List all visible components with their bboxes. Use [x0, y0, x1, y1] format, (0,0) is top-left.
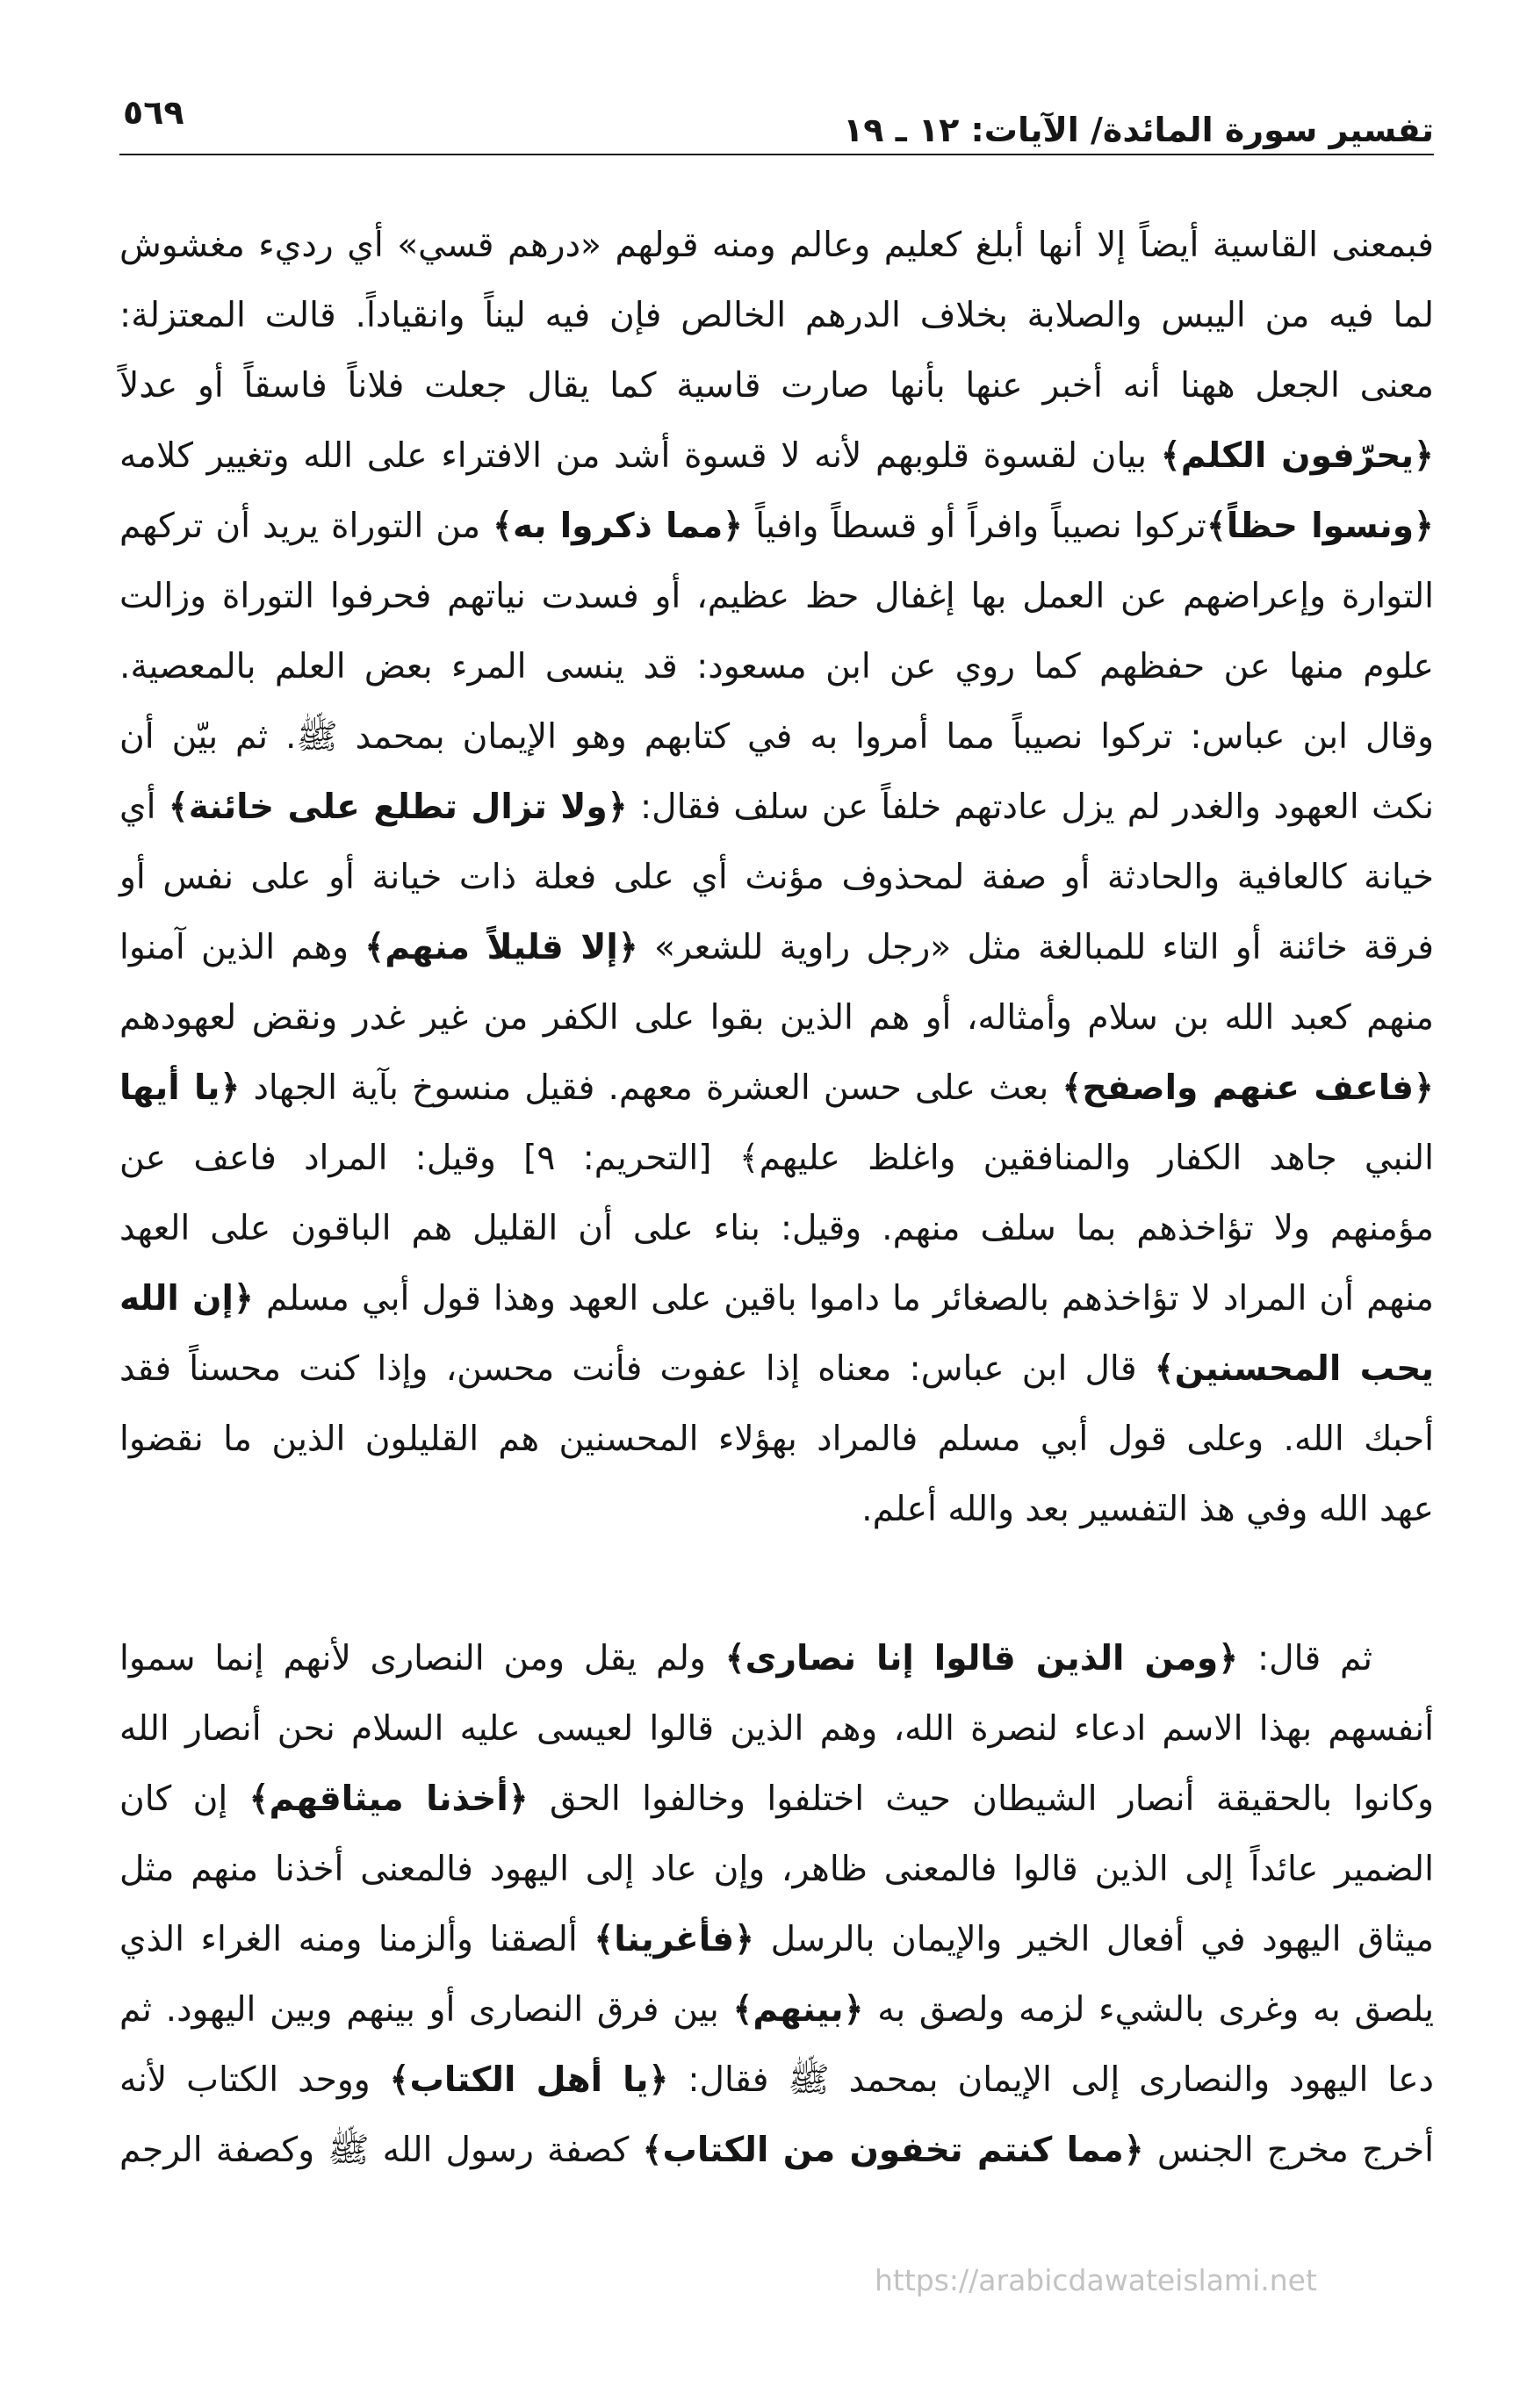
text-run: أنفسهم بهذا الاسم ادعاء لنصرة الله، وهم الذين قالوا لعيسى عليه السلام نحن أنصار الله [119, 1709, 1434, 1749]
text-run: فرقة خائنة أو التاء للمبالغة مثل «رجل راوية للشعر» [637, 928, 1434, 967]
text-run: مؤمنهم ولا تؤاخذهم بما سلف منهم. وقيل: بناء على أن القليل هم الباقون على العهد [119, 1209, 1434, 1248]
quran-quote: ﴿بينهم﴾ [732, 1990, 864, 2030]
text-run: أحبك الله. وعلى قول أبي مسلم فالمراد بهؤلاء المحسنين هم القليلون الذين ما نقضوا [119, 1420, 1434, 1459]
text-line [119, 562, 1434, 632]
text-run: ألصقنا وألزمنا ومنه الغراء الذي [119, 1920, 594, 1959]
line-text [119, 717, 1434, 757]
line-text [119, 2131, 1434, 2170]
text-run: ووحد الكتاب لأنه [119, 2060, 390, 2100]
text-line [119, 843, 1434, 913]
text-run: من التوراة يريد أن تركهم [119, 507, 493, 546]
text-run: أي [119, 787, 169, 827]
text-line [119, 281, 1434, 351]
text-line [119, 632, 1434, 702]
text-run: كصفة رسول الله ﷺ وكصفة الرجم [119, 2131, 643, 2170]
paragraph [119, 1624, 1434, 2186]
text-line [119, 773, 1434, 843]
text-run: دعا اليهود والنصارى إلى الإيمان بمحمد ﷺ فقال: [668, 2060, 1434, 2100]
line-text [119, 2060, 1434, 2100]
text-line [119, 1905, 1434, 1975]
text-line [119, 211, 1434, 281]
line-text [119, 577, 1434, 616]
text-line [119, 913, 1434, 983]
text-run: بعث على حسن العشرة معهم. فقيل منسوخ بآية الجهاد [240, 1068, 1062, 1108]
text-run: التوارة وإعراضهم عن العمل بها إغفال حظ عظيم، أو فسدت نياتهم فحرفوا التوراة وزالت [119, 577, 1434, 616]
text-run: خيانة كالعافية والحادثة أو صفة لمحذوف مؤنث أي على فعلة ذات خيانة أو على نفس أو [119, 858, 1434, 897]
text-line [119, 2045, 1434, 2116]
text-run: النبي جاهد الكفار والمنافقين واغلظ عليهم﴾ [التحريم: ٩] وقيل: المراد فاعف عن [119, 1139, 1434, 1178]
text-line [119, 1264, 1434, 1334]
text-line [119, 351, 1434, 421]
quran-quote: ﴿فاعف عنهم واصفح﴾ [1062, 1068, 1434, 1108]
text-run: أخرج مخرج الجنس [1143, 2131, 1434, 2170]
text-line [119, 983, 1434, 1053]
text-line [119, 421, 1434, 492]
line-text [119, 1209, 1434, 1248]
text-run: فبمعنى القاسية أيضاً إلا أنها أبلغ كعليم وعالم ومنه قولهم «درهم قسي» أي رديء مغشوش [119, 226, 1434, 265]
text-run: نكث العهود والغدر لم يزل عادتهم خلفاً عن سلف فقال: [627, 787, 1434, 827]
text-run: قال ابن عباس: معناه إذا عفوت فأنت محسن، وإذا كنت محسناً فقد [119, 1349, 1155, 1389]
text-line [119, 1194, 1434, 1264]
line-text [119, 1920, 1434, 1959]
running-head: تفسير سورة المائدة/ الآيات: ١٢ ـ ١٩ [843, 111, 1434, 149]
line-text [119, 1779, 1434, 1819]
text-run: إن كان [119, 1779, 249, 1819]
text-line [119, 1765, 1434, 1835]
line-text [119, 1068, 1434, 1108]
quran-quote: ﴿مما كنتم تخفون من الكتاب﴾ [642, 2131, 1144, 2170]
quran-quote: ﴿يا أهل الكتاب﴾ [389, 2060, 669, 2100]
page-number: ٥٦٩ [123, 93, 184, 132]
text-run: لما فيه من اليبس والصلابة بخلاف الدرهم الخالص فإن فيه ليناً وانقياداً. قالت المعتزلة: [119, 296, 1434, 335]
line-text [119, 296, 1434, 335]
text-line [119, 1405, 1434, 1475]
quran-quote: ﴿إن الله [119, 1279, 254, 1319]
line-text [119, 998, 1434, 1038]
line-text [861, 1490, 1434, 1529]
line-text [119, 1990, 1434, 2030]
text-run: وهم الذين آمنوا [119, 928, 365, 967]
text-line [119, 1975, 1434, 2045]
text-run: منهم كعبد الله بن سلام وأمثاله، أو هم الذين بقوا على الكفر من غير غدر ونقض لعهودهم [119, 998, 1434, 1038]
line-text [119, 1349, 1434, 1389]
line-text [119, 1709, 1434, 1749]
text-line [119, 1053, 1434, 1124]
text-line [119, 1624, 1434, 1694]
text-line [119, 1694, 1434, 1765]
quran-quote: ﴿ومن الذين قالوا إنا نصارى﴾ [724, 1639, 1239, 1678]
paragraph [119, 211, 1434, 1545]
quran-quote: ﴿ولا تزال تطلع على خائنة﴾ [168, 787, 628, 827]
line-text [119, 1639, 1372, 1678]
line-text [119, 366, 1434, 406]
line-text [119, 1850, 1434, 1889]
text-line [119, 492, 1434, 562]
text-line [119, 1334, 1434, 1405]
text-run: عهد الله وفي هذ التفسير بعد والله أعلم. [861, 1490, 1434, 1529]
text-run: وكانوا بالحقيقة أنصار الشيطان حيث اختلفوا وخالفوا الحق [528, 1779, 1434, 1819]
text-run: معنى الجعل ههنا أنه أخبر عنها بأنها صارت قاسية كما يقال جعلت فلاناً فاسقاً أو عدلاً [119, 366, 1434, 406]
text-run: تركوا نصيباً وافراً أو قسطاً وافياً [743, 507, 1206, 546]
text-run: وقال ابن عباس: تركوا نصيباً مما أمروا به في كتابهم وهو الإيمان بمحمد ﷺ. ثم بيّن أن [119, 717, 1434, 757]
line-text [119, 647, 1434, 686]
text-line [119, 1835, 1434, 1905]
text-run: يلصق به وغرى بالشيء لزمه ولصق به [863, 1990, 1434, 2030]
line-text [119, 1139, 1434, 1178]
text-run: الضمير عائداً إلى الذين قالوا فالمعنى ظاهر، وإن عاد إلى اليهود فالمعنى أخذنا منهم مثل [119, 1850, 1434, 1889]
quran-quote: ﴿يا أيها [119, 1068, 241, 1108]
quran-quote: يحب المحسنين﴾ [1154, 1349, 1435, 1389]
text-run: منهم أن المراد لا تؤاخذهم بالصغائر ما داموا باقين على العهد وهذا قول أبي مسلم [253, 1279, 1434, 1319]
text-run: بين فرق النصارى أو بينهم وبين اليهود. ثم [119, 1990, 733, 2030]
line-text [119, 1279, 1434, 1319]
text-line [119, 1124, 1434, 1194]
line-text [119, 858, 1434, 897]
quran-quote: ﴿إلا قليلاً منهم﴾ [364, 928, 638, 967]
quran-quote: ﴿يحرّفون الكلم﴾ [1160, 436, 1434, 476]
line-text [119, 226, 1434, 265]
text-run: ثم قال: [1238, 1639, 1372, 1678]
text-run: علوم منها عن حفظهم كما روي عن ابن مسعود: قد ينسى المرء بعض العلم بالمعصية. [119, 647, 1434, 686]
text-run: ولم يقل ومن النصارى لأنهم إنما سموا [119, 1639, 725, 1678]
text-run: بيان لقسوة قلوبهم لأنه لا قسوة أشد من الافتراء على الله وتغيير كلامه [119, 436, 1161, 476]
line-text [119, 507, 1434, 546]
header-rule [119, 154, 1434, 155]
line-text [119, 1420, 1434, 1459]
text-line [119, 2116, 1434, 2186]
text-line [119, 1475, 1434, 1545]
quran-quote: ﴿ونسوا حظاً﴾ [1206, 507, 1434, 546]
line-text [119, 787, 1434, 827]
quran-quote: ﴿مما ذكروا به﴾ [493, 507, 744, 546]
line-text [119, 928, 1434, 967]
quran-quote: ﴿فأغرينا﴾ [594, 1920, 755, 1959]
quran-quote: ﴿أخذنا ميثاقهم﴾ [248, 1779, 529, 1819]
text-line [119, 702, 1434, 773]
text-run: ميثاق اليهود في أفعال الخير والإيمان بالرسل [754, 1920, 1434, 1959]
line-text [119, 436, 1434, 476]
watermark: https://arabicdawateislami.net [875, 2263, 1317, 2297]
